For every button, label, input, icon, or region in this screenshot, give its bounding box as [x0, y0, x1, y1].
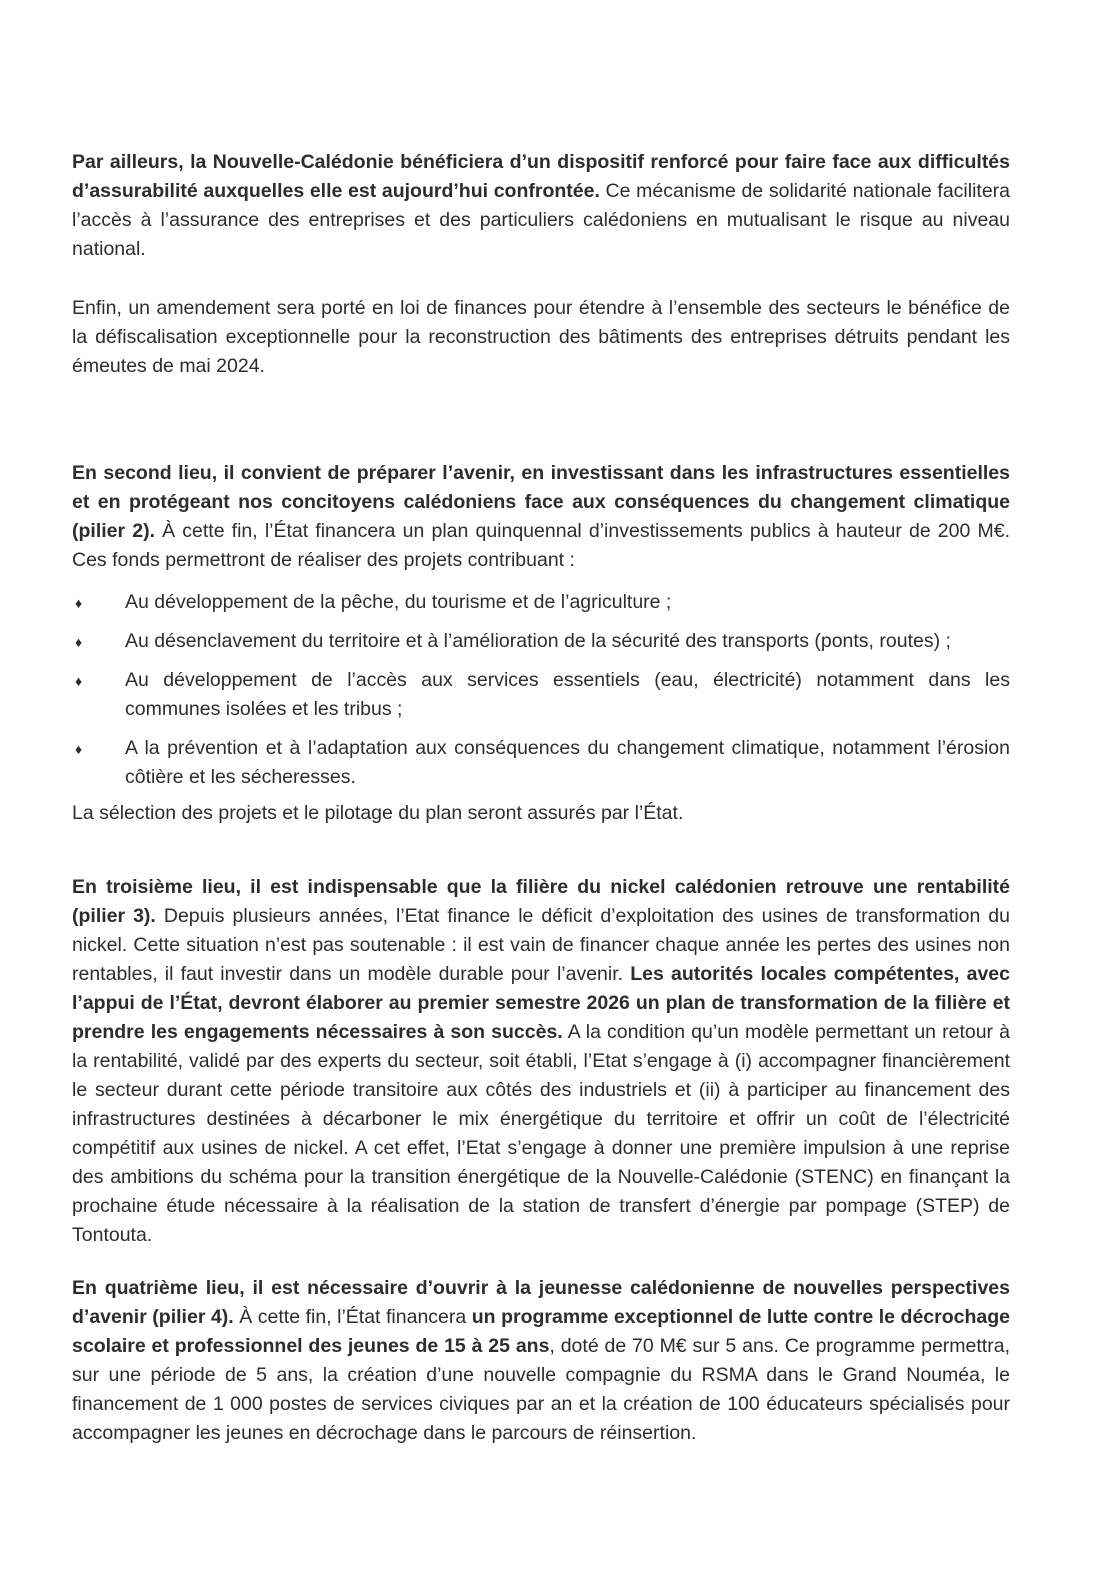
- plan-projects-bullet-list: [72, 588, 1010, 792]
- text-run: En second lieu, il convient de préparer l’avenir, en investissant dans les infrastructures essentielles et en protégeant nos concitoyens calédoniens face aux conséquences du changement climatique (pilier 2).: [72, 462, 1010, 542]
- text-run: A la condition qu’un modèle permettant un retour à la rentabilité, validé par des experts du secteur, soit établi, l’Etat s’engage à (i) accompagner financièrement le secteur durant cette période transitoire aux côtés des industriels et (ii) à participer au financement des infrastructures destinées à décarboner le mix énergétique du territoire et offrir un coût de l’électricité compétitif aux usines de nickel. A cet effet, l’Etat s’engage à donner une première impulsion à une reprise des ambitions du schéma pour la transition énergétique de la Nouvelle-Calédonie (STENC) en finançant la prochaine étude nécessaire à la réalisation de la station de transfert d’énergie par pompage (STEP) de Tontouta.: [72, 1021, 1010, 1246]
- paragraph-pilier-3-nickel: [72, 873, 1010, 1250]
- text-run: En quatrième lieu, il est nécessaire d’ouvrir à la jeunesse calédonienne de nouvelles perspectives d’avenir (pilier 4).: [72, 1277, 1010, 1328]
- list-item-text: A la prévention et à l’adaptation aux conséquences du changement climatique, notamment l’érosion côtière et les sécheresses.: [125, 737, 1010, 788]
- list-item-peche-tourisme-agriculture: [72, 588, 1010, 617]
- paragraph-pilier-4-jeunesse: [72, 1274, 1010, 1448]
- text-run: Par ailleurs, la Nouvelle-Calédonie bénéficiera d’un dispositif renforcé pour faire face aux difficultés d’assurabilité auxquelles elle est aujourd’hui confrontée.: [72, 151, 1010, 202]
- text-run: Les autorités locales compétentes, avec l’appui de l’État, devront élaborer au premier semestre 2026 un plan de transformation de la filière et prendre les engagements nécessaires à son succès.: [72, 963, 1010, 1043]
- text-run: Enfin, un amendement sera porté en loi de finances pour étendre à l’ensemble des secteurs le bénéfice de la défiscalisation exceptionnelle pour la reconstruction des bâtiments des entreprises détruits pendant les émeutes de mai 2024.: [72, 297, 1010, 377]
- list-item-services-essentiels: [72, 666, 1010, 724]
- diamond-bullet-icon: ♦: [75, 634, 83, 650]
- text-run: À cette fin, l’État financera un plan quinquennal d’investissements publics à hauteur de 200 M€. Ces fonds permettront de réaliser des projets contribuant :: [72, 520, 1010, 571]
- list-item-desenclavement-transports: [72, 627, 1010, 656]
- diamond-bullet-icon: ♦: [75, 595, 83, 611]
- text-run: Depuis plusieurs années, l’Etat finance le déficit d’exploitation des usines de transformation du nickel. Cette situation n’est pas soutenable : il est vain de financer chaque année les pertes des usines non rentables, il faut investir dans un modèle durable pour l’avenir.: [72, 905, 1010, 985]
- diamond-bullet-icon: ♦: [75, 673, 83, 689]
- list-item-text: Au développement de la pêche, du tourisme et de l’agriculture ;: [125, 591, 672, 613]
- list-item-prevention-adaptation: [72, 734, 1010, 792]
- paragraph-dispositif-assurance: [72, 148, 1010, 264]
- text-run: En troisième lieu, il est indispensable que la filière du nickel calédonien retrouve une rentabilité (pilier 3).: [72, 876, 1010, 927]
- diamond-bullet-icon: ♦: [75, 741, 83, 757]
- paragraph-selection-pilotage: [72, 799, 1010, 828]
- paragraph-amendement-defiscalisation: [72, 294, 1010, 381]
- paragraph-pilier-2-infrastructures: [72, 459, 1010, 575]
- text-run: un programme exceptionnel de lutte contre le décrochage scolaire et professionnel des jeunes de 15 à 25 ans: [72, 1306, 1010, 1357]
- text-run: La sélection des projets et le pilotage du plan seront assurés par l’État.: [72, 802, 684, 824]
- list-item-text: Au désenclavement du territoire et à l’amélioration de la sécurité des transports (ponts, routes) ;: [125, 630, 951, 652]
- text-run: Ce mécanisme de solidarité nationale facilitera l’accès à l’assurance des entreprises et des particuliers calédoniens en mutualisant le risque au niveau national.: [72, 180, 1011, 260]
- text-run: À cette fin, l’État financera: [233, 1306, 472, 1328]
- list-item-text: Au développement de l’accès aux services essentiels (eau, électricité) notamment dans les communes isolées et les tribus ;: [125, 669, 1010, 720]
- text-run: , doté de 70 M€ sur 5 ans. Ce programme permettra, sur une période de 5 ans, la création d’une nouvelle compagnie du RSMA dans le Grand Nouméa, le financement de 1 000 postes de services civiques par an et la création de 100 éducateurs spécialisés pour accompagner les jeunes en décrochage dans le parcours de réinsertion.: [72, 1335, 1010, 1444]
